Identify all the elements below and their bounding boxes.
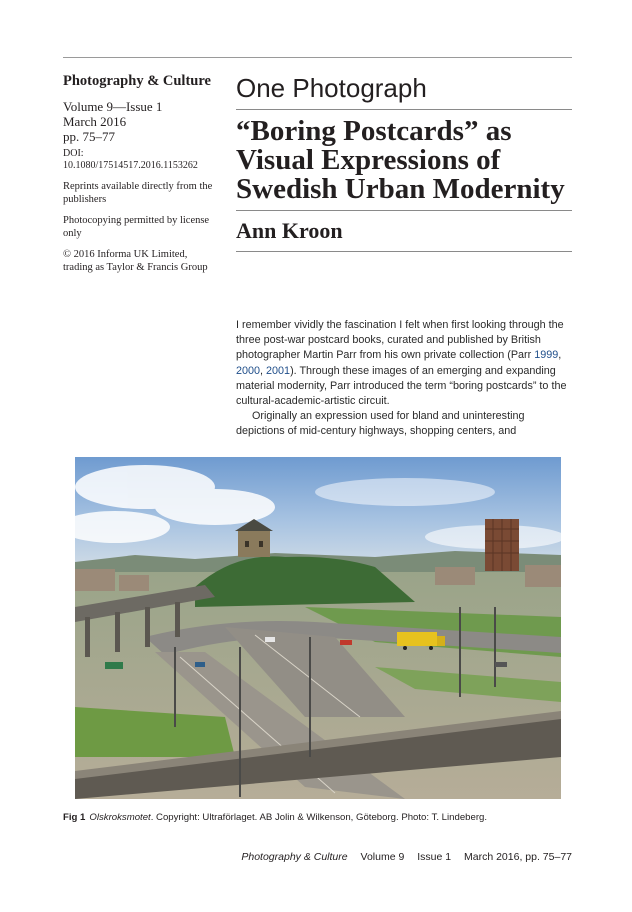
photocopying-note: Photocopying permitted by license only: [63, 215, 210, 239]
figure-credit: . Copyright: Ultraförlaget. AB Jolin & Wilkenson, Göteborg. Photo: T. Lindeberg.: [150, 812, 488, 823]
citation-2000[interactable]: 2000: [236, 364, 261, 377]
citation-1999[interactable]: 1999: [534, 349, 559, 362]
author-name: Ann Kroon: [236, 211, 572, 252]
paragraph-2: Originally an expression used for bland and uninteresting depictions of mid-century highways, shopping centers, and: [236, 410, 525, 438]
gasometer: [485, 519, 519, 571]
footer-date-pages: March 2016, pp. 75–77: [464, 851, 572, 863]
doi-link[interactable]: 10.1080/17514517.2016.1153262: [63, 160, 198, 171]
journal-title: Photography & Culture: [63, 73, 211, 89]
article-header: [236, 72, 572, 252]
issue-date: March 2016: [63, 114, 127, 129]
page-range: pp. 75–77: [63, 129, 115, 144]
figure-name: Olskroksmotet: [89, 812, 151, 823]
paragraph-1: [236, 318, 572, 409]
copyright-note: © 2016 Informa UK Limited, trading as Taylor & Francis Group: [63, 249, 208, 273]
citation-separator-2: ,: [260, 364, 267, 377]
figure-label: Fig 1: [63, 812, 86, 823]
section-kicker: One Photograph: [236, 72, 572, 110]
article-title: “Boring Postcards” as Visual Expressions of Swedish Urban Modernity: [236, 110, 572, 211]
paragraph-1-text-a: I remember vividly the fascination I felt when first looking through the three post-war postcard books, curated and published by British photographer Martin Parr from his own private collection (Parr: [236, 319, 564, 362]
footer-journal: Photography & Culture: [241, 851, 348, 863]
reprints-note: Reprints available directly from the publishers: [63, 181, 213, 205]
citation-2001[interactable]: 2001: [266, 364, 291, 377]
citation-separator-1: ,: [558, 349, 562, 362]
paragraph-1-text-b: ). Through these images of an emerging and expanding material modernity, Parr introduced the term “boring postcards” to the cultural-academic-artistic circuit.: [236, 364, 567, 408]
postcard-photograph: [75, 457, 561, 799]
article-body: [236, 318, 572, 440]
top-rule: [63, 57, 572, 58]
doi-label: DOI:: [63, 148, 84, 159]
figure-caption: [63, 812, 572, 824]
volume-issue: Volume 9—Issue 1: [63, 99, 163, 114]
postcard-illustration: [75, 457, 561, 799]
footer-volume: Volume 9: [360, 851, 405, 863]
page-footer: [241, 851, 572, 863]
article-metadata-sidebar: [63, 72, 213, 274]
footer-issue: Issue 1: [417, 851, 452, 863]
